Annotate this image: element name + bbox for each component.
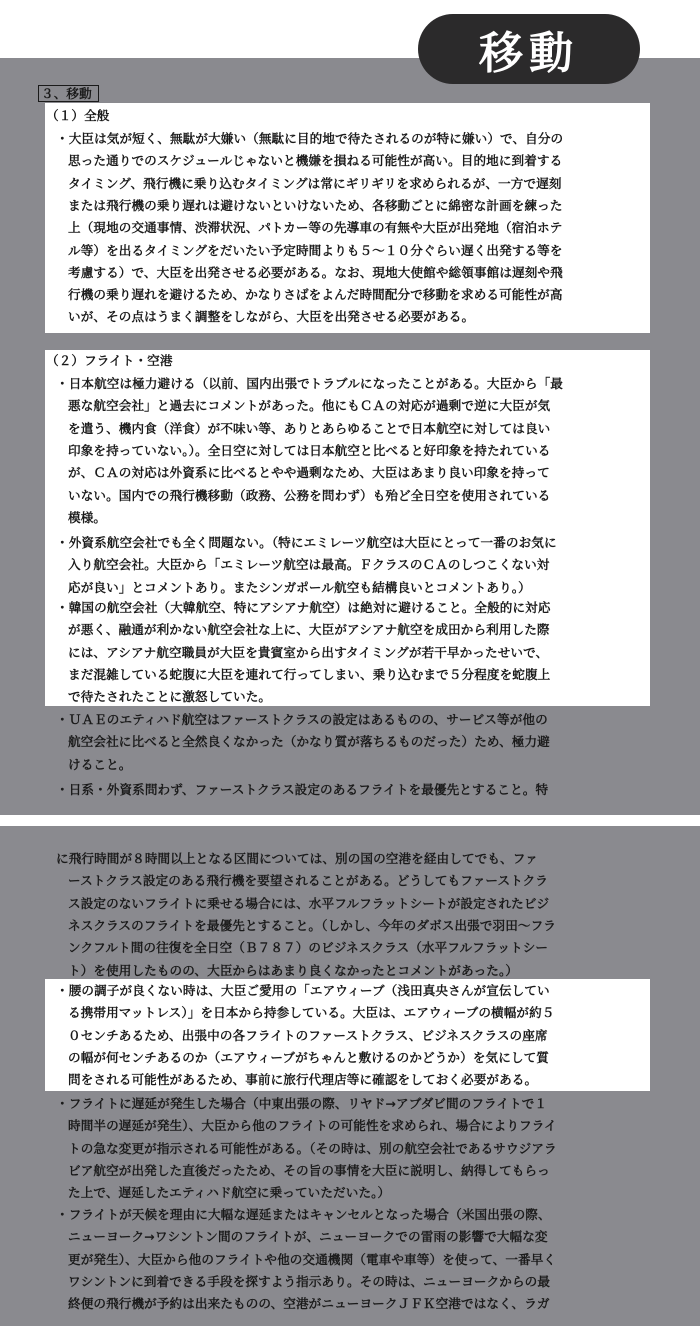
text-line: が悪く、融通が利かない航空会社な上に、大臣がアシアナ航空を成田から利用した際 <box>68 622 550 638</box>
text-line: ビア航空が出発した直後だったため、その旨の事情を大臣に説明し、納得してもらっ <box>68 1162 550 1178</box>
subsection-title-general: （１）全般 <box>46 108 110 123</box>
text-line: ・ＵＡＥのエティハド航空はファーストクラスの設定はあるものの、サービス等が他の <box>56 712 548 727</box>
text-line: 応が良い」とコメントあり。またシンガポール航空も結構良いとコメントあり。） <box>68 579 531 595</box>
text-line: ・日本航空は極力避ける（以前、国内出張でトラブルになったことがある。大臣から「最 <box>56 376 563 391</box>
text-line: 模様。 <box>68 509 107 525</box>
text-line: 印象を持っていない。）。全日空に対しては日本航空と比べると好印象を持たれている <box>68 442 551 458</box>
text-line: ス設定のないフライトに乗せる場合には、水平フルフラットシートが設定されたビジ <box>68 895 550 911</box>
text-line: ワシントンに到着できる手段を探すよう指示あり。その時は、ニューヨークからの最 <box>68 1273 551 1289</box>
text-line: 入り航空会社。大臣から「エミレーツ航空は最高。ＦクラスのＣＡのしつこくない対 <box>68 557 550 573</box>
text-line: ・大臣は気が短く、無駄が大嫌い（無駄に目的地で待たされるのが特に嫌い）で、自分の <box>56 131 564 146</box>
text-line: ０センチあるため、出張中の各フライトのファーストクラス、ビジネスクラスの座席 <box>68 1027 548 1043</box>
text-line: で待たされたことに激怒していた。 <box>68 689 272 705</box>
text-line: トの急な変更が指示される可能性がある。（その時は、別の航空会社であるサウジアラ <box>68 1140 557 1156</box>
text-line: を遣う、機内食（洋食）が不味い等、ありとあらゆることで日本航空に対しては良い <box>68 420 551 436</box>
text-line: が、ＣＡの対応は外資系に比べるとやや過剰なため、大臣はあまり良い印象を持って <box>68 465 550 481</box>
text-line: ・フライトが天候を理由に大幅な遅延またはキャンセルとなった場合（米国出張の際、 <box>56 1207 551 1222</box>
text-line: の幅が何センチあるのか（エアウィーブがちゃんと敷けるのかどうか）を気にして質 <box>68 1049 549 1065</box>
text-line: 問をされる可能性があるため、事前に旅行代理店等に確認をしておく必要がある。 <box>68 1072 538 1088</box>
text-line: ニューヨーク→ワシントン間のフライトが、ニューヨークでの雷雨の影響で大幅な変 <box>68 1229 548 1245</box>
text-line: ・日系・外資系問わず、ファーストクラス設定のあるフライトを最優先とすること。特 <box>56 782 549 797</box>
text-line: 考慮する）で、大臣を出発させる必要がある。なお、現地大使館や総領事館は遅刻や飛 <box>68 264 563 280</box>
text-line: タイミング、飛行機に乗り込むタイミングは常にギリギリを求められるが、一方で遅刻 <box>68 175 562 191</box>
text-line: ーストクラス設定のある飛行機を要望されることがある。どうしてもファーストクラ <box>68 873 548 889</box>
section-title: ３、移動 <box>38 85 99 102</box>
text-line: ト）を使用したものの、大臣からはあまり良くなかったとコメントがあった。） <box>68 962 519 978</box>
page-title-badge: 移動 <box>418 14 640 84</box>
text-line: ネスクラスのフライトを最優先とすること。（しかし、今年のダボス出張で羽田～フラ <box>68 917 556 933</box>
text-line: 行機の乗り遅れを避けるため、かなりさばをよんだ時間配分で移動を求める可能性が高 <box>68 287 563 303</box>
text-line: いが、その点はうまく調整をしながら、大臣を出発させる必要がある。 <box>68 309 475 325</box>
text-line: る携帯用マットレス）」を日本から持参している。大臣は、エアウィーブの横幅が約５ <box>68 1005 555 1021</box>
text-line: ・外資系航空会社でも全く問題ない。（特にエミレーツ航空は大臣にとって一番のお気に <box>56 535 557 550</box>
text-line: または飛行機の乗り遅れは避けないといけないため、各移動ごとに綿密な計画を練った <box>68 197 563 213</box>
text-line: には、アシアナ航空職員が大臣を貴賓室から出すタイミングが若干早かったせいで、 <box>68 644 549 660</box>
text-line: ル等）を出るタイミングをだいたい予定時間よりも５～１０分ぐらい遅く出発する等を <box>68 242 563 258</box>
text-line: ・フライトに遅延が発生した場合（中東出張の際、リヤド→アブダビ間のフライトで１ <box>56 1096 548 1111</box>
subsection-title-flight: （２）フライト・空港 <box>46 353 173 368</box>
text-line: た上で、遅延したエティハド航空に乗っていただいた。） <box>68 1185 391 1201</box>
text-line: ・韓国の航空会社（大韓航空、特にアシアナ航空）は絶対に避けること。全般的に対応 <box>56 600 551 615</box>
text-line: いない。国内での飛行機移動（政務、公務を問わず）も殆ど全日空を使用されている <box>68 487 551 503</box>
text-line: 悪な航空会社」と過去にコメントがあった。他にもＣＡの対応が過剰で逆に大臣が気 <box>68 398 551 414</box>
text-line: ・腰の調子が良くない時は、大臣ご愛用の「エアウィーブ（浅田真央さんが宣伝してい <box>56 983 550 998</box>
text-line: まだ混雑している蛇腹に大臣を連れて行ってしまい、乗り込むまで５分程度を蛇腹上 <box>68 666 551 682</box>
text-line: けること。 <box>68 756 132 772</box>
text-line: 思った通りでのスケジュールじゃないと機嫌を損ねる可能性が高い。目的地に到着する <box>68 153 563 169</box>
text-line: に飛行時間が８時間以上となる区間については、別の国の空港を経由してでも、ファ <box>56 851 538 866</box>
text-line: 上（現地の交通事情、渋滞状況、パトカー等の先導車の有無や大臣が出発地（宿泊ホテ <box>68 220 563 236</box>
text-line: 更が発生）、大臣から他のフライトや他の交通機関（電車や車等）を使って、一番早く <box>68 1251 557 1267</box>
text-line: ンクフルト間の往復を全日空（Ｂ７８７）のビジネスクラス（水平フルフラットシー <box>68 940 549 956</box>
text-line: 時間半の遅延が発生）、大臣から他のフライトの可能性を求められ、場合によりフライ <box>68 1118 557 1134</box>
text-line: 航空会社に比べると全然良くなかった（かなり質が落ちるものだった）ため、極力避 <box>68 734 550 750</box>
text-line: 終便の飛行機が予約は出来たものの、空港がニューヨークＪＦＫ空港ではなく、ラガ <box>68 1296 550 1312</box>
